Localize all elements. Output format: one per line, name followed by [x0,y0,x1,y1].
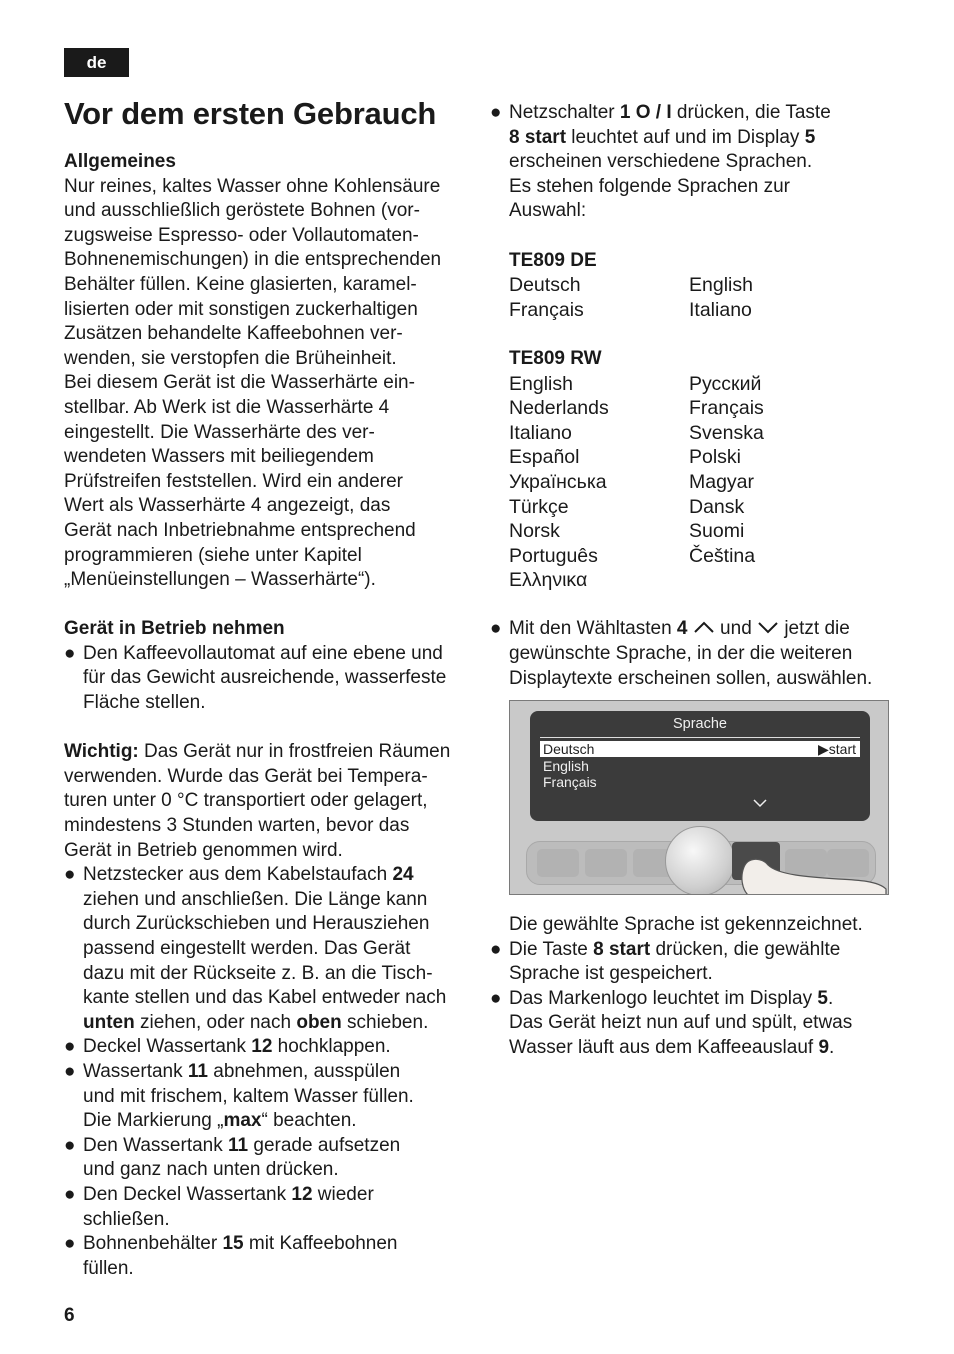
section-heading-allgemeines: Allgemeines [64,151,176,172]
bullet-icon: ● [64,1134,76,1156]
chevron-down-icon [752,797,768,809]
language-name: Magyar [689,470,755,493]
language-row [509,544,910,569]
language-name: English [689,274,753,297]
bullet-icon: ● [64,864,76,886]
device-panel-illustration [509,700,889,895]
list-item: ● Deckel Wassertank 12 hochklappen. [64,1035,469,1060]
list-item: ● Netzschalter 1 O / I drücken, die Taste 8 start leuchtet auf und im Display 5 erscheinen verschiedene Sprachen. Es stehen folgende Sprachen zur Auswahl: [490,101,910,224]
list-item: ● Den Wassertank 11 gerade aufsetzen und ganz nach unten drücken. [64,1134,469,1183]
language-row [509,445,910,470]
text-line: Gerät nach Inbetriebnahme entsprechend [64,519,416,541]
language-table-de [490,273,910,322]
text-line: stellbar. Ab Werk ist die Wasserhärte 4 [64,396,390,418]
language-name: Svenska [689,421,764,444]
text-line: Bei diesem Gerät ist die Wasserhärte ein- [64,372,415,394]
chevron-up-icon [693,620,715,634]
display-item: Français [543,774,597,790]
language-row [509,495,910,520]
bullet-icon: ● [64,642,76,664]
language-name: Українська [509,470,607,493]
display-start-label: start [828,741,856,757]
paragraph: Die gewählte Sprache ist gekennzeichnet. [509,914,863,935]
section-heading-betrieb: Gerät in Betrieb nehmen [64,618,285,640]
language-row [509,519,910,544]
bullet-icon: ● [490,938,502,960]
text-line: wendeten Wassers mit beiliegendem [64,446,374,468]
allgemeines-text [64,175,469,593]
display-title: Sprache [672,716,727,732]
language-tag: de [64,48,129,77]
language-name: Italiano [689,298,752,321]
language-name: Español [509,446,580,469]
text-line: verwenden. Wurde das Gerät bei Tempera- [64,765,428,787]
bullet-icon: ● [64,1233,76,1255]
rotary-knob [665,826,735,895]
list-item: ● Mit den Wähltasten 4 und jetzt die gewünschte Sprache, in der die weiteren Displaytexte erscheinen sollen, auswählen. [490,617,910,691]
text-line: zugsweise Espresso- oder Vollautomaten- [64,224,419,246]
play-icon: ▶ [817,741,829,757]
text-line: und ausschließlich geröstete Bohnen (vor- [64,200,420,222]
language-name: Čeština [689,544,756,567]
text-line: mindestens 3 Stunden warten, bevor das [64,815,410,837]
language-name: Français [509,298,584,321]
text-line: eingestellt. Die Wasserhärte des ver- [64,421,375,443]
language-name: Dansk [689,495,745,518]
text-line: Wert als Wasserhärte 4 angezeigt, das [64,495,391,517]
language-name: Deutsch [509,274,581,297]
finger-icon [738,849,888,895]
language-name: Suomi [689,520,745,543]
text-line: Prüfstreifen feststellen. Wird ein anderer [64,470,403,492]
text-line: Bohnenemischungen) in die entsprechenden [64,249,442,271]
language-row [509,298,910,323]
chevron-down-icon [757,620,779,634]
model-heading-de: TE809 DE [509,249,597,271]
text-line: Zusätzen behandelte Kaffeebohnen ver- [64,323,403,345]
display-item: English [543,758,589,774]
text-line: „Menüeinstellungen – Wasserhärte“). [64,569,376,591]
bullet-icon: ● [64,1183,76,1205]
text-line: lisierten oder mit sonstigen zuckerhaltigen [64,298,418,320]
language-name: English [509,372,573,395]
language-name: Polski [689,446,742,469]
list-item: ● Das Markenlogo leuchtet im Display 5. Das Gerät heizt nun auf und spült, etwas Wasser läuft aus dem Kaffeeauslauf 9. [490,987,910,1061]
text-line: turen unter 0 °C transportiert oder gelagert, [64,790,428,812]
model-heading-rw: TE809 RW [509,347,602,369]
language-table-rw [490,372,910,593]
language-name: Ελληνικα [509,569,588,592]
list-item: ● Die Taste 8 start drücken, die gewählte Sprache ist gespeichert. [490,938,910,987]
right-column-lower [490,913,910,1061]
text-line: programmieren (siehe unter Kapitel [64,544,362,566]
list-item: ● Bohnenbehälter 15 mit Kaffeebohnen füllen. [64,1232,469,1281]
device-display [530,711,870,821]
language-name: Norsk [509,520,560,543]
text-line: wenden, sie verstopfen die Brüheinheit. [64,347,397,369]
language-name: Français [689,397,764,420]
page-title: Vor dem ersten Gebrauch [64,96,437,131]
text-line: Fläche stellen. [83,692,206,714]
language-row [509,396,910,421]
list-item: ● Wassertank 11 abnehmen, ausspülen und mit frischem, kaltem Wasser füllen. Die Markierung „max“ beachten. [64,1060,469,1134]
language-row [509,421,910,446]
language-name: Italiano [509,421,572,444]
device-button [537,849,579,877]
text-line: Behälter füllen. Keine glasierten, karamel- [64,273,417,295]
language-row [509,568,910,593]
language-name: Nederlands [509,397,609,420]
bullet-icon: ● [64,1036,76,1058]
text-line: Gerät in Betrieb genommen wird. [64,839,343,861]
language-name: Русский [689,372,762,395]
wichtig-note [64,740,469,863]
list-item: ● Den Deckel Wassertank 12 wieder schließen. [64,1183,469,1232]
text-line: Wichtig: Das Gerät nur in frostfreien Räumen [64,741,451,763]
page-number: 6 [64,1305,75,1326]
bullet-icon: ● [490,987,502,1009]
list-item: ● Netzstecker aus dem Kabelstaufach 24 ziehen und anschließen. Die Länge kann durch Zurückschieben und Herausziehen passend eingestellt werden. Das Gerät dazu mit der Rückseite z. B. an die Tisch- kante stellen und das Kabel entweder nach unten ziehen, oder nach oben schieben. [64,863,469,1035]
bullet-icon: ● [490,102,502,123]
bullet-icon: ● [490,618,502,640]
language-row [509,470,910,495]
text-line: für das Gewicht ausreichende, wasserfeste [83,667,447,689]
language-row [509,273,910,298]
language-row [509,372,910,397]
list-item [64,642,469,716]
display-selected-item: Deutsch ▶start [540,741,860,757]
bullet-icon: ● [64,1060,76,1082]
right-column [490,101,910,691]
text-line: Nur reines, kaltes Wasser ohne Kohlensäure [64,175,441,197]
device-button [585,849,627,877]
left-column [64,150,469,1281]
language-name: Português [509,544,598,567]
language-name: Türkçe [509,495,569,518]
text-line: Den Kaffeevollautomat auf eine ebene und [83,642,443,664]
